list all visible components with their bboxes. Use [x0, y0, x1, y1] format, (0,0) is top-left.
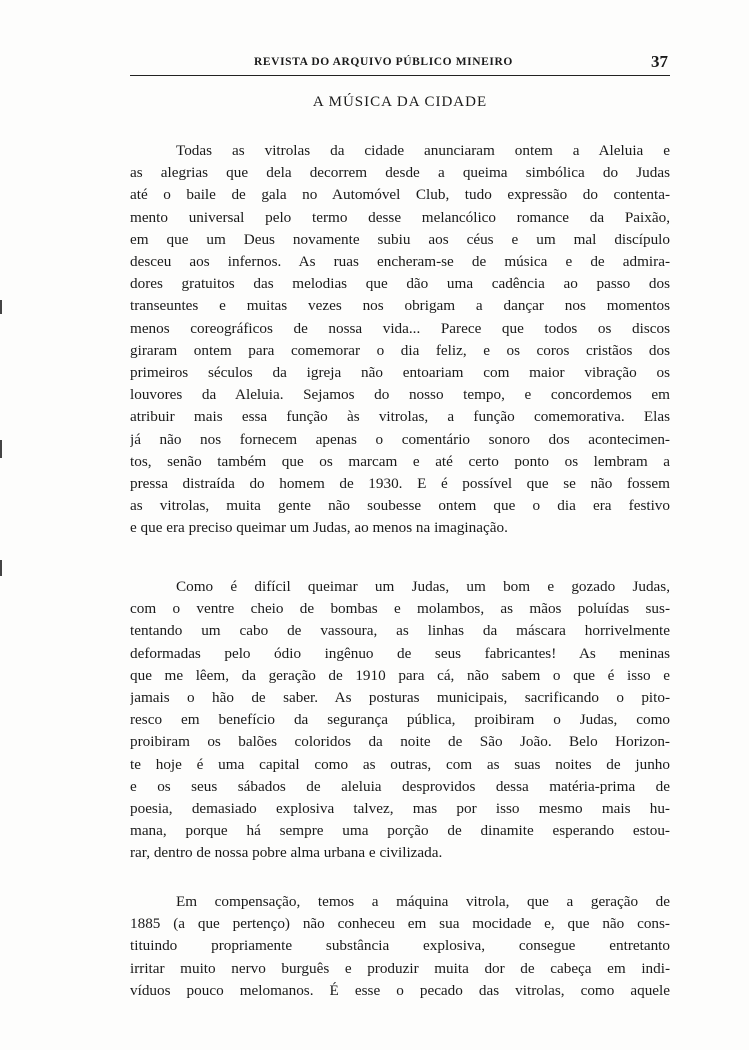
paragraph-2-line: rar, dentro de nossa pobre alma urbana e civilizada.	[130, 844, 443, 862]
paragraph-1-line: e que era preciso queimar um Judas, ao menos na imaginação.	[130, 519, 508, 537]
article-title: A MÚSICA DA CIDADE	[312, 94, 488, 110]
paragraph-2-line: poesia, demasiado explosiva talvez, mas por isso mesmo mais hu-	[130, 800, 670, 817]
paragraph-3-line: 1885 (a que pertenço) não conheceu em sua mocidade e, que não cons-	[130, 915, 670, 933]
paragraph-3-line: Em compensação, temos a máquina vitrola, que a geração de	[176, 893, 670, 910]
paragraph-3-line: víduos pouco melomanos. É esse o pecado das vitrolas, como aquele	[130, 981, 670, 999]
paragraph-2-line: te hoje é uma capital como as outras, com as suas noites de junho	[130, 755, 670, 773]
header-rule	[130, 75, 670, 76]
paragraph-1-line: pressa distraída do homem de 1930. E é possível que se não fossem	[130, 475, 670, 492]
paragraph-1-line: desceu aos infernos. As ruas encheram-se de música e de admira-	[130, 253, 670, 270]
paragraph-1-line: menos coreográficos de nossa vida... Parece que todos os discos	[130, 319, 670, 337]
paragraph-2-line: e os seus sábados de aleluia desprovidos dessa matéria-prima de	[130, 777, 670, 795]
paragraph-3-line: tituindo propriamente substância explosiva, consegue entretanto	[130, 937, 670, 955]
journal-name: REVISTA DO ARQUIVO PÚBLICO MINEIRO	[254, 56, 513, 68]
scan-margin-mark	[0, 440, 2, 458]
paragraph-1-line: giraram ontem para comemorar o dia feliz, e os coros cristãos dos	[130, 341, 670, 359]
paragraph-2-line: jamais o hão de saber. As posturas municipais, sacrificando o pito-	[130, 689, 670, 706]
paragraph-2-line: tentando um cabo de vassoura, as linhas da máscara horrivelmente	[130, 622, 670, 640]
paragraph-1-line: tos, senão também que os marcam e até certo ponto os lembram a	[130, 452, 670, 470]
running-header	[130, 52, 670, 74]
paragraph-3-line: irritar muito nervo burguês e produzir muita dor de cabeça em indi-	[130, 959, 670, 977]
paragraph-1-line: atribuir mais essa função às vitrolas, a função comemorativa. Elas	[130, 408, 670, 426]
page-number: 37	[651, 52, 668, 71]
paragraph-1-line: primeiros séculos da igreja não entoariam com maior vibração os	[130, 364, 670, 381]
paragraph-2-line: deformadas pelo ódio ingênuo de seus fabricantes! As meninas	[130, 644, 670, 662]
paragraph-2-line: com o ventre cheio de bombas e molambos, as mãos poluídas sus-	[130, 600, 670, 618]
paragraph-1-line: até o baile de gala no Automóvel Club, tudo expressão do contenta-	[130, 186, 670, 204]
paragraph-2-line: resco em benefício da segurança pública, proibiram o Judas, como	[130, 711, 670, 729]
paragraph-2-line: que me lêem, da geração de 1910 para cá, não sabem o que é isso e	[130, 666, 670, 684]
paragraph-1-line: em que um Deus novamente subiu aos céus e um mal discípulo	[130, 230, 670, 248]
scan-margin-mark	[0, 560, 2, 576]
paragraph-1-line: louvores da Aleluia. Sejamos do nosso tempo, e concordemos em	[130, 386, 670, 404]
paragraph-1-line: as alegrias que dela decorrem desde a queima simbólica do Judas	[130, 164, 670, 182]
paragraph-1-line: transeuntes e muitas vezes nos obrigam a dançar nos momentos	[130, 297, 670, 315]
paragraph-1-line: mento universal pelo termo desse melancólico romance da Paixão,	[130, 208, 670, 226]
scan-margin-mark	[0, 300, 2, 314]
paragraph-2-line: proibiram os balões coloridos da noite de São João. Belo Horizon-	[130, 733, 670, 751]
paragraph-1-line: dores gratuitos das melodias que dão uma cadência ao passo dos	[130, 275, 670, 293]
paragraph-2-line: Como é difícil queimar um Judas, um bom e gozado Judas,	[176, 578, 670, 595]
paragraph-1-line: as vitrolas, muita gente não soubesse ontem que o dia era festivo	[130, 497, 670, 515]
paragraph-2-line: mana, porque há sempre uma porção de dinamite esperando estou-	[130, 822, 670, 840]
paragraph-1-line: já não nos fornecem apenas o comentário sonoro dos acontecimen-	[130, 430, 670, 448]
paragraph-1-line: Todas as vitrolas da cidade anunciaram ontem a Aleluia e	[176, 142, 670, 159]
